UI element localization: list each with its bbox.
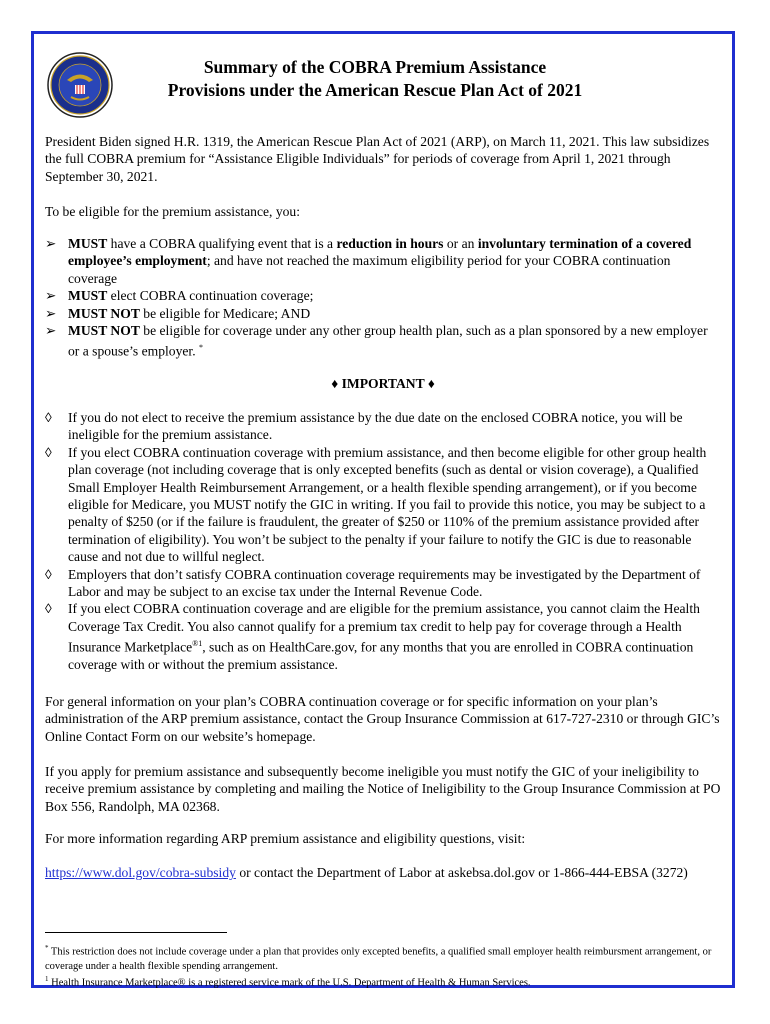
footnote-1: * This restriction does not include coverage under a plan that provides only excepted benefits, a qualified small employer health reimbursment arrangement, or coverage under a health flexible spending arrangement. <box>45 944 712 972</box>
department-of-labor-seal <box>47 52 113 118</box>
eligibility-item: ➢ MUST have a COBRA qualifying event that is a reduction in hours or an involuntary termination of a covered employee’s employment; and have not reached the maximum eligibility period for your COBRA continuation coverage <box>45 236 692 286</box>
more-info-paragraph: For more information regarding ARP premium assistance and eligibility questions, visit: <box>45 831 526 846</box>
intro-paragraph: President Biden signed H.R. 1319, the American Rescue Plan Act of 2021 (ARP), on March 11, 2021. This law subsidizes the full COBRA premium for “Assistance Eligible Individuals” for periods of coverage from April 1, 2021 through September 30, 2021. <box>45 134 710 184</box>
important-item: ◊ If you elect COBRA continuation coverage and are eligible for the premium assistance, you cannot claim the Health Coverage Tax Credit. You also cannot qualify for a premium tax credit to help pay for coverage through a Health Insurance Marketplace$^{®1}$, such as on HealthCare.gov, for any months that you are enrolled in COBRA continuation coverage with or without the premium assistance. <box>45 601 700 673</box>
footnote-ref: * <box>199 343 204 353</box>
bullet-arrow-icon: ➢ <box>45 288 57 304</box>
eligibility-item: ➢ MUST NOT be eligible for Medicare; AND <box>45 305 311 321</box>
eligibility-item: ➢ MUST elect COBRA continuation coverage; <box>45 288 314 304</box>
important-item: ◊ If you elect COBRA continuation coverage with premium assistance, and then become eligible for other group health plan coverage (not including coverage that is only excepted benefits (such as dental or vision coverage), a Qualified Small Employer Health Reimbursement Arrangement, or a health flexible spending arrangement), or if you become eligible for Medicare, you MUST notify the GIC in writing. If you fail to provide this notice, you may be subject to a penalty of $250 (or if the failure is fraudulent, the greater of $250 or 110% of the premium assistance provided after termination of eligibility). You won’t be subject to the penalty if your failure to notify the GIC is due to reasonable cause and not due to willful neglect. <box>45 444 707 565</box>
important-list <box>45 409 721 674</box>
footnote-2: $^1$ Health Insurance Marketplace® is a registered service mark of the U.S. Department of Health & Human Services. <box>45 975 531 989</box>
ineligibility-paragraph: If you apply for premium assistance and subsequently become ineligible you must notify the GIC of your ineligibility to receive premium assistance by completing and mailing the Notice of Ineligibility to the Group Insurance Commission at PO Box 556, Randolph, MA 02368. <box>45 764 721 814</box>
important-heading: ♦ IMPORTANT ♦ <box>331 376 435 391</box>
title-line-2: Provisions under the American Rescue Plan Act of 2021 <box>167 80 583 100</box>
eligibility-lead: To be eligible for the premium assistance, you: <box>45 204 300 219</box>
eligibility-item: ➢ MUST NOT be eligible for coverage under any other group health plan, such as a plan sponsored by a new employer or a spouse’s employer. * <box>45 323 708 359</box>
important-item: ◊ Employers that don’t satisfy COBRA continuation coverage requirements may be investigated by the Department of Labor and may be subject to an excise tax under the Internal Revenue Code. <box>45 566 701 600</box>
eligibility-list <box>45 235 721 360</box>
dol-cobra-subsidy-link[interactable]: https://www.dol.gov/cobra-subsidy <box>45 865 236 880</box>
bullet-arrow-icon: ➢ <box>45 323 57 339</box>
bullet-arrow-icon: ➢ <box>45 236 57 251</box>
diamond-bullet-icon: ◊ <box>45 410 52 425</box>
general-info-paragraph: For general information on your plan’s COBRA continuation coverage or for specific information on your plan’s administration of the ARP premium assistance, contact the Group Insurance Commission at 617-727-2310 or through GIC’s Online Contact Form on our website’s homepage. <box>45 694 720 744</box>
bullet-arrow-icon: ➢ <box>45 305 57 321</box>
footnote-divider <box>45 932 227 933</box>
diamond-bullet-icon: ◊ <box>45 601 52 617</box>
important-item: ◊ If you do not elect to receive the premium assistance by the due date on the enclosed COBRA notice, you will be ineligible for the premium assistance. <box>45 410 683 443</box>
diamond-bullet-icon: ◊ <box>45 566 52 582</box>
dol-contact-paragraph: https://www.dol.gov/cobra-subsidy or contact the Department of Labor at askebsa.dol.gov or 1-866-444-EBSA (3272) <box>45 865 688 880</box>
document-title <box>150 56 600 102</box>
title-line-1: Summary of the COBRA Premium Assistance <box>203 57 547 77</box>
diamond-bullet-icon: ◊ <box>45 444 52 460</box>
